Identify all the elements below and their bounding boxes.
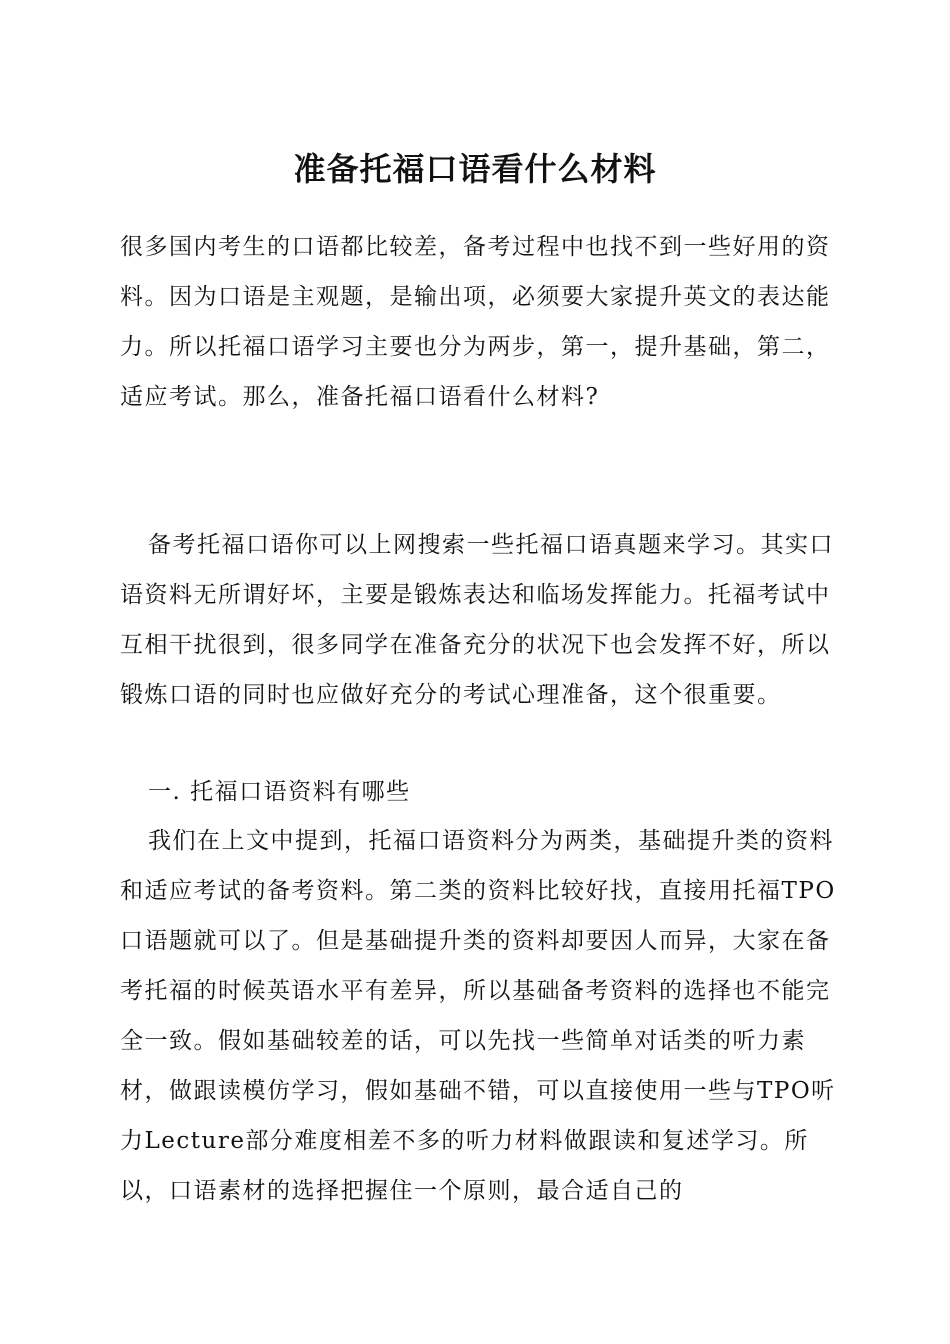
- document-title: 准备托福口语看什么材料: [293, 150, 657, 188]
- section-heading: 一. 托福口语资料有哪些: [148, 779, 411, 805]
- body-paragraph-2: 我们在上文中提到，托福口语资料分为两类，基础提升类的资料和适应考试的备考资料。第二类的资料比较好找，直接用托福TPO口语题就可以了。但是基础提升类的资料却要因人而异，大家在备考托福的时候英语水平有差异，所以基础备考资料的选择也不能完全一致。假如基础较差的话，可以先找一些简单对话类的听力素材，做跟读模仿学习，假如基础不错，可以直接使用一些与TPO听力Lecture部分难度相差不多的听力材料做跟读和复述学习。所以，口语素材的选择把握住一个原则，最合适自己的: [120, 828, 836, 1204]
- intro-paragraph: 很多国内考生的口语都比较差，备考过程中也找不到一些好用的资料。因为口语是主观题，是输出项，必须要大家提升英文的表达能力。所以托福口语学习主要也分为两步，第一，提升基础，第二，适应考试。那么，准备托福口语看什么材料?: [120, 234, 831, 410]
- body-paragraph-1: 备考托福口语你可以上网搜索一些托福口语真题来学习。其实口语资料无所谓好坏，主要是锻炼表达和临场发挥能力。托福考试中互相干扰很到，很多同学在准备充分的状况下也会发挥不好，所以锻炼口语的同时也应做好充分的考试心理准备，这个很重要。: [120, 532, 834, 708]
